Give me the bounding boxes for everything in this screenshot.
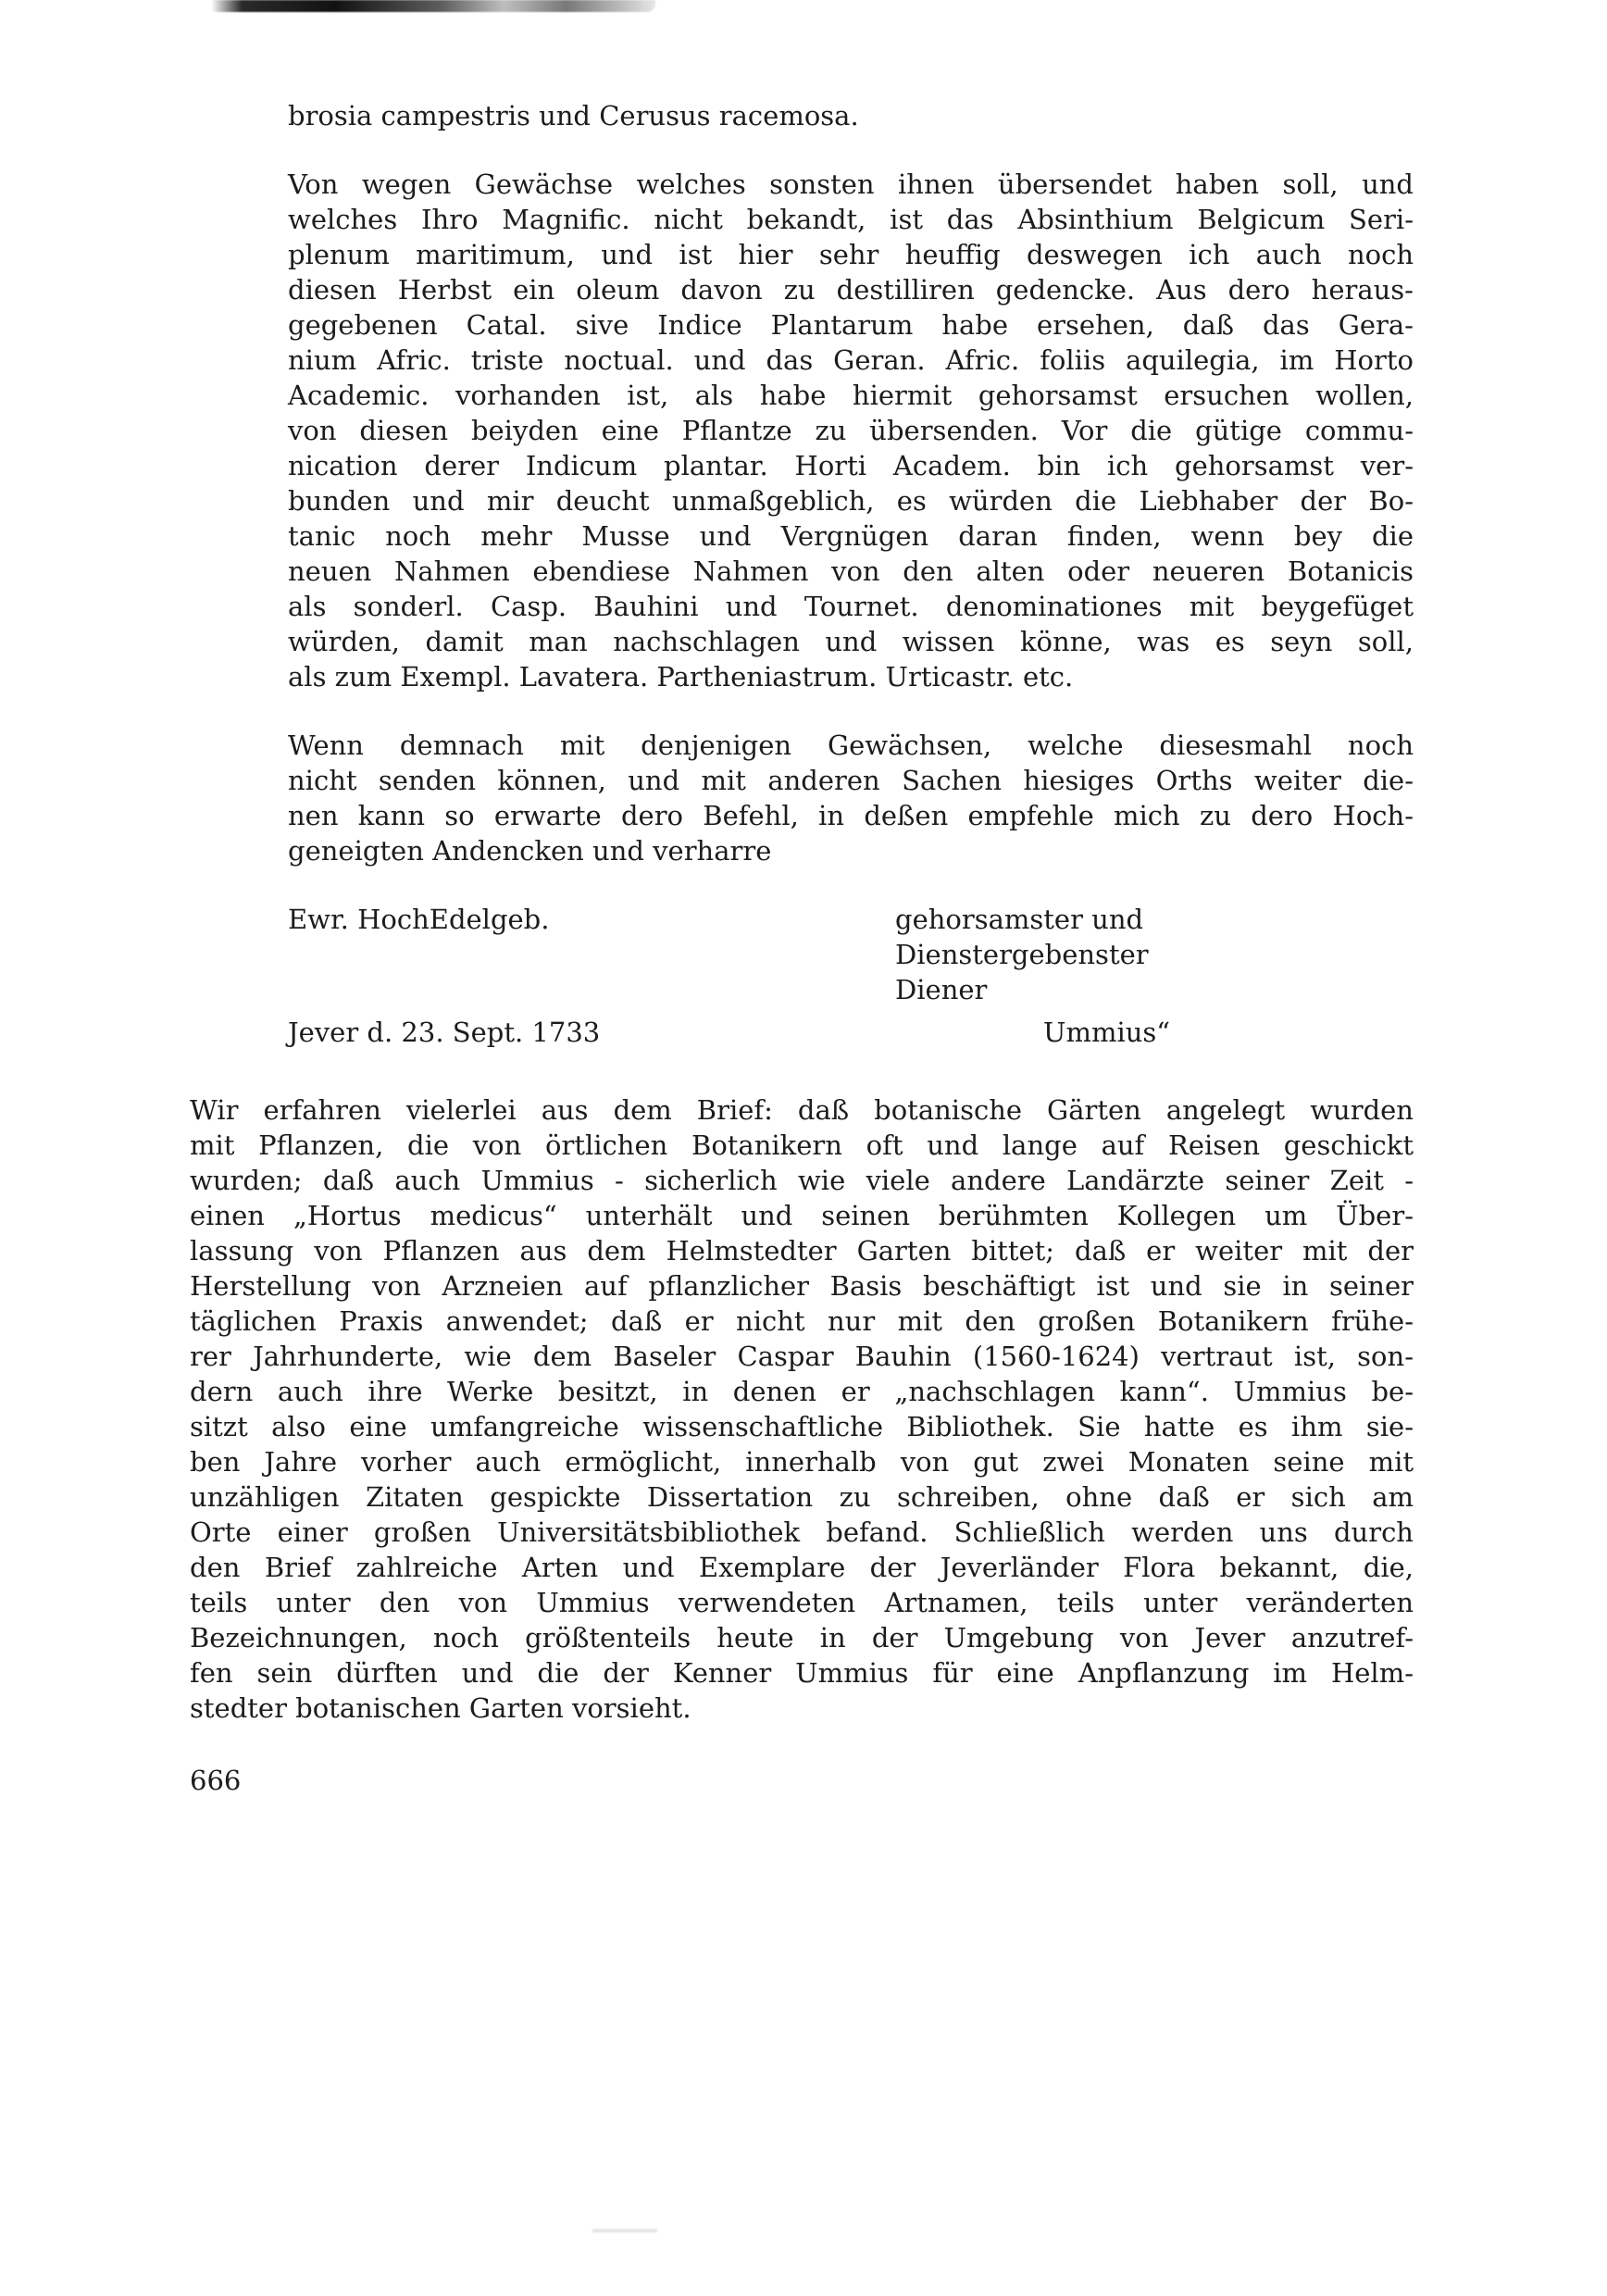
commentary-line: ben Jahre vorher auch ermöglicht, innerhalb von gut zwei Monaten seine mit [190, 1446, 1414, 1478]
closing-row-4 [288, 1015, 1414, 1050]
closing-row-1 [288, 902, 1414, 937]
letter-line: gegebenen Catal. sive Indice Plantarum habe ersehen, daß das Gera- [288, 309, 1414, 341]
commentary-line: wurden; daß auch Ummius - sicherlich wie viele andere Landärzte seiner Zeit - [190, 1165, 1414, 1196]
letter-valediction-line-3: Diener [895, 974, 988, 1005]
page-text-block [190, 98, 1414, 1798]
letter-line: von diesen beiyden eine Pflantze zu übersenden. Vor die gütige commu- [288, 415, 1414, 446]
commentary-line: teils unter den von Ummius verwendeten Artnamen, teils unter veränderten [190, 1587, 1414, 1618]
letter-line: neuen Nahmen ebendiese Nahmen von den alten oder neueren Botanicis [288, 555, 1414, 587]
letter-valediction-line-1: gehorsamster und [895, 904, 1144, 935]
letter-line: plenum maritimum, und ist hier sehr heuffig deswegen ich auch noch [288, 239, 1414, 270]
letter-line: Academic. vorhanden ist, als habe hiermit gehorsamst ersuchen wollen, [288, 380, 1414, 411]
commentary-line: stedter botanischen Garten vorsieht. [190, 1692, 691, 1724]
letter-line: nium Afric. triste noctual. und das Geran. Afric. foliis aquilegia, im Horto [288, 344, 1414, 376]
letter-line: Wenn demnach mit denjenigen Gewächsen, welche diesesmahl noch [288, 730, 1414, 761]
commentary-line: rer Jahrhunderte, wie dem Baseler Caspar Bauhin (1560-1624) vertraut ist, son- [190, 1341, 1414, 1372]
letter-paragraph-1 [288, 167, 1414, 694]
commentary-line: mit Pflanzen, die von örtlichen Botanikern oft und lange auf Reisen geschickt [190, 1129, 1414, 1161]
letter-line: nen kann so erwarte dero Befehl, in deßen empfehle mich zu dero Hoch- [288, 800, 1414, 831]
commentary-line: Bezeichnungen, noch größtenteils heute in der Umgebung von Jever anzutref- [190, 1622, 1414, 1653]
letter-line: Von wegen Gewächse welches sonsten ihnen übersendet haben soll, und [288, 168, 1414, 200]
scan-smudge-top [211, 0, 655, 12]
letter-signature-name: Ummius“ [1043, 1017, 1171, 1048]
closing-row-3 [288, 972, 1414, 1007]
letter-quote [288, 98, 1414, 1050]
letter-paragraph-2 [288, 728, 1414, 868]
letter-line: bunden und mir deucht unmaßgeblich, es würden die Liebhaber der Bo- [288, 485, 1414, 517]
letter-line: tanic noch mehr Musse und Vergnügen daran finden, wenn bey die [288, 520, 1414, 552]
letter-valediction-line-2: Dienstergebenster [895, 939, 1149, 970]
commentary-line: sitzt also eine umfangreiche wissenschaftliche Bibliothek. Sie hatte es ihm sie- [190, 1411, 1414, 1442]
letter-salutation: Ewr. HochEdelgeb. [288, 904, 550, 935]
letter-fragment-paragraph [288, 98, 1414, 133]
commentary-line: unzähligen Zitaten gespickte Dissertation zu schreiben, ohne daß er sich am [190, 1481, 1414, 1513]
commentary-line: Wir erfahren vielerlei aus dem Brief: daß botanische Gärten angelegt wurden [190, 1094, 1414, 1126]
commentary-line: lassung von Pflanzen aus dem Helmstedter Garten bittet; daß er weiter mit der [190, 1235, 1414, 1267]
commentary-line: Herstellung von Arzneien auf pflanzlicher Basis beschäftigt ist und sie in seiner [190, 1270, 1414, 1302]
commentary-line: Orte einer großen Universitätsbibliothek befand. Schließlich werden uns durch [190, 1516, 1414, 1548]
commentary-line: einen „Hortus medicus“ unterhält und seinen berühmten Kollegen um Über- [190, 1200, 1414, 1231]
commentary-line: fen sein dürften und die der Kenner Ummius für eine Anpflanzung im Helm- [190, 1657, 1414, 1689]
commentary-line: täglichen Praxis anwendet; daß er nicht nur mit den großen Botanikern frühe- [190, 1305, 1414, 1337]
letter-fragment-line: brosia campestris und Cerusus racemosa. [288, 100, 859, 131]
letter-closing [288, 902, 1414, 1050]
closing-row-2 [288, 937, 1414, 972]
letter-line: als sonderl. Casp. Bauhini und Tournet. denominationes mit beygefüget [288, 591, 1414, 622]
letter-place-date: Jever d. 23. Sept. 1733 [288, 1017, 601, 1048]
commentary-line: dern auch ihre Werke besitzt, in denen er „nachschlagen kann“. Ummius be- [190, 1376, 1414, 1407]
letter-line: geneigten Andencken und verharre [288, 835, 772, 867]
letter-line: als zum Exempl. Lavatera. Partheniastrum. Urticastr. etc. [288, 661, 1074, 693]
letter-line: welches Ihro Magnific. nicht bekandt, ist das Absinthium Belgicum Seri- [288, 204, 1414, 235]
scan-mark-bottom [592, 2229, 657, 2232]
page-number: 666 [190, 1765, 242, 1796]
letter-line: nication derer Indicum plantar. Horti Academ. bin ich gehorsamst ver- [288, 450, 1414, 481]
letter-line: nicht senden können, und mit anderen Sachen hiesiges Orths weiter die- [288, 765, 1414, 796]
letter-line: diesen Herbst ein oleum davon zu destilliren gedencke. Aus dero heraus- [288, 274, 1414, 306]
commentary-paragraph [190, 1092, 1414, 1726]
commentary-line: den Brief zahlreiche Arten und Exemplare der Jeverländer Flora bekannt, die, [190, 1552, 1414, 1583]
letter-line: würden, damit man nachschlagen und wissen könne, was es seyn soll, [288, 626, 1414, 657]
